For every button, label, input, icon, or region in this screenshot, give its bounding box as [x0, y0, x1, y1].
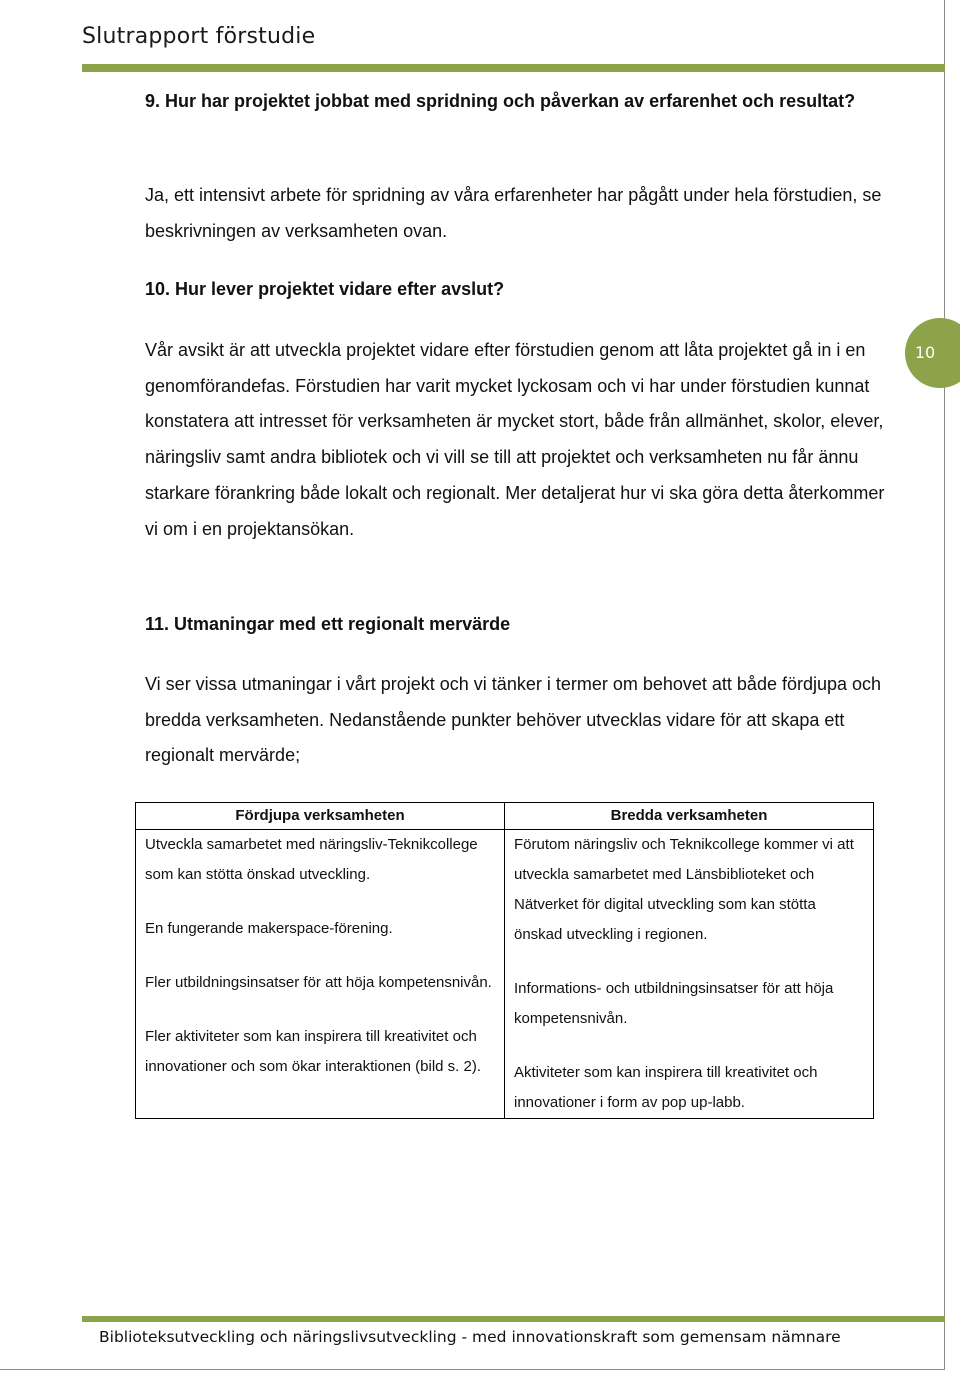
- section-10-body: Vår avsikt är att utveckla projektet vidare efter förstudien genom att låta projektet gå in i en genomförandefas. Förstudien har varit mycket lyckosam och vi har under förstudien kunnat konstatera att intresset för verksamheten är mycket stort, både från allmänhet, skolor, elever, näringsliv samt andra bibliotek och vi vill se till att projektet och verksamheten nu får ännu starkare förankring både lokalt och regionalt. Mer detaljerat hur vi ska göra detta återkommer vi om i en projektansökan.: [145, 340, 885, 539]
- table-header-row: [136, 803, 874, 830]
- list-item: Fler aktiviteter som kan inspirera till kreativitet och innovationer och som ökar interaktionen (bild s. 2).: [145, 1028, 482, 1075]
- section-9-body: Ja, ett intensivt arbete för spridning av våra erfarenheter har pågått under hela förstudien, se beskrivningen av verksamheten ovan.: [145, 185, 882, 241]
- section-10-heading: 10. Hur lever projektet vidare efter avslut?: [145, 279, 505, 299]
- list-item: Fler utbildningsinsatser för att höja kompetensnivån.: [145, 974, 492, 991]
- header-title: Slutrapport förstudie: [82, 24, 316, 49]
- list-item: Aktiviteter som kan inspirera till kreativitet och innovationer i form av pop up-labb.: [514, 1064, 818, 1111]
- header-rule: [82, 64, 945, 72]
- section-11-body: Vi ser vissa utmaningar i vårt projekt och vi tänker i termer om behovet att både fördjupa och bredda verksamheten. Nedanstående punkter behöver utvecklas vidare för att skapa ett regionalt mervärde;: [145, 674, 882, 766]
- list-item: En fungerande makerspace-förening.: [145, 920, 393, 937]
- development-table: [135, 802, 874, 1119]
- table-cell-deepen: [136, 830, 505, 1119]
- footer-text: Biblioteksutveckling och näringslivsutveckling - med innovationskraft som gemensam nämnare: [99, 1328, 841, 1346]
- list-item: Informations- och utbildningsinsatser för att höja kompetensnivån.: [514, 980, 834, 1027]
- table-row: [136, 830, 874, 1119]
- table-cell-broaden: [505, 830, 874, 1119]
- footer-rule: [82, 1316, 945, 1322]
- section-11-heading: 11. Utmaningar med ett regionalt mervärde: [145, 614, 511, 634]
- list-item: Utveckla samarbetet med näringsliv-Teknikcollege som kan stötta önskad utveckling.: [145, 836, 478, 883]
- section-9-heading: 9. Hur har projektet jobbat med spridning och påverkan av erfarenhet och resultat?: [145, 91, 856, 111]
- list-item: Förutom näringsliv och Teknikcollege kommer vi att utveckla samarbetet med Länsbiblioteket och Nätverket för digital utveckling som kan stötta önskad utveckling i regionen.: [514, 836, 854, 943]
- table-header-broaden: Bredda verksamheten: [505, 803, 874, 830]
- table-header-deepen: Fördjupa verksamheten: [136, 803, 505, 830]
- page-number: 10: [914, 343, 936, 362]
